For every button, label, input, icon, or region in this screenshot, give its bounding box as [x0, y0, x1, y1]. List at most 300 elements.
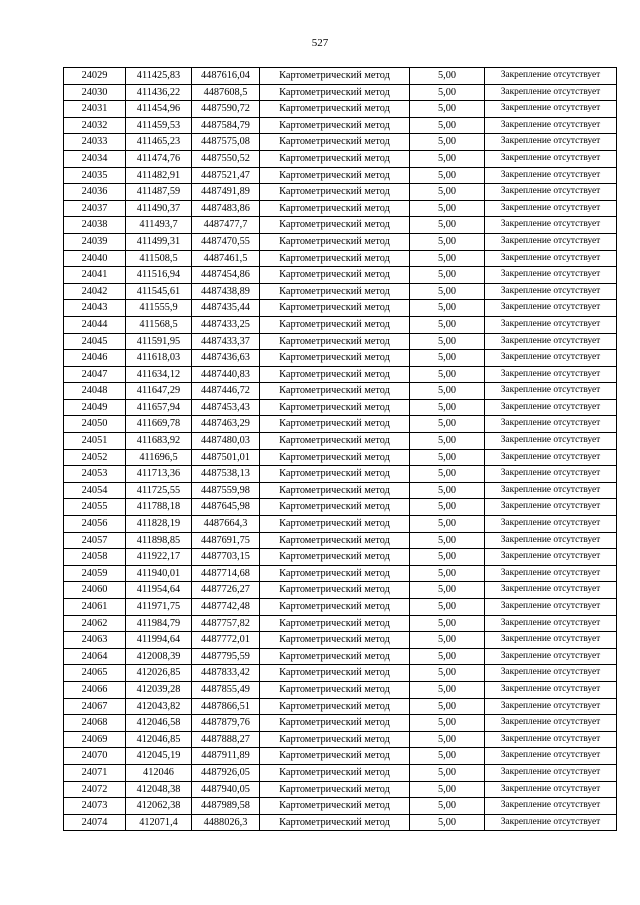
y-coordinate-cell: 4487477,7 [192, 217, 260, 234]
x-coordinate-cell: 411508,5 [126, 250, 192, 267]
accuracy-cell: 5,00 [410, 184, 485, 201]
y-coordinate-cell: 4487772,01 [192, 632, 260, 649]
y-coordinate-cell: 4487438,89 [192, 283, 260, 300]
table-row [64, 184, 617, 201]
accuracy-cell: 5,00 [410, 549, 485, 566]
point-number-cell: 24032 [64, 117, 126, 134]
fixing-description-cell: Закрепление отсутствует [485, 433, 617, 450]
table-row [64, 565, 617, 582]
x-coordinate-cell: 412071,4 [126, 814, 192, 831]
table-row [64, 466, 617, 483]
point-number-cell: 24034 [64, 150, 126, 167]
point-number-cell: 24040 [64, 250, 126, 267]
x-coordinate-cell: 411696,5 [126, 449, 192, 466]
fixing-description-cell: Закрепление отсутствует [485, 532, 617, 549]
accuracy-cell: 5,00 [410, 366, 485, 383]
method-cell: Картометрический метод [260, 632, 410, 649]
point-number-cell: 24072 [64, 781, 126, 798]
accuracy-cell: 5,00 [410, 599, 485, 616]
method-cell: Картометрический метод [260, 233, 410, 250]
x-coordinate-cell: 411436,22 [126, 84, 192, 101]
accuracy-cell: 5,00 [410, 449, 485, 466]
fixing-description-cell: Закрепление отсутствует [485, 250, 617, 267]
method-cell: Картометрический метод [260, 101, 410, 118]
y-coordinate-cell: 4487855,49 [192, 681, 260, 698]
fixing-description-cell: Закрепление отсутствует [485, 814, 617, 831]
x-coordinate-cell: 411828,19 [126, 516, 192, 533]
point-number-cell: 24047 [64, 366, 126, 383]
table-row [64, 632, 617, 649]
fixing-description-cell: Закрепление отсутствует [485, 366, 617, 383]
fixing-description-cell: Закрепление отсутствует [485, 466, 617, 483]
accuracy-cell: 5,00 [410, 350, 485, 367]
fixing-description-cell: Закрепление отсутствует [485, 516, 617, 533]
fixing-description-cell: Закрепление отсутствует [485, 233, 617, 250]
fixing-description-cell: Закрепление отсутствует [485, 748, 617, 765]
point-number-cell: 24048 [64, 383, 126, 400]
fixing-description-cell: Закрепление отсутствует [485, 267, 617, 284]
accuracy-cell: 5,00 [410, 316, 485, 333]
page-number: 527 [311, 37, 329, 49]
table-row [64, 449, 617, 466]
table-row [64, 582, 617, 599]
fixing-description-cell: Закрепление отсутствует [485, 764, 617, 781]
method-cell: Картометрический метод [260, 84, 410, 101]
y-coordinate-cell: 4487463,29 [192, 416, 260, 433]
table-row [64, 84, 617, 101]
accuracy-cell: 5,00 [410, 781, 485, 798]
point-number-cell: 24074 [64, 814, 126, 831]
accuracy-cell: 5,00 [410, 764, 485, 781]
x-coordinate-cell: 411788,18 [126, 499, 192, 516]
point-number-cell: 24049 [64, 399, 126, 416]
y-coordinate-cell: 4487550,52 [192, 150, 260, 167]
method-cell: Картометрический метод [260, 549, 410, 566]
method-cell: Картометрический метод [260, 399, 410, 416]
fixing-description-cell: Закрепление отсутствует [485, 615, 617, 632]
fixing-description-cell: Закрепление отсутствует [485, 300, 617, 317]
table-row [64, 814, 617, 831]
fixing-description-cell: Закрепление отсутствует [485, 101, 617, 118]
y-coordinate-cell: 4487483,86 [192, 200, 260, 217]
y-coordinate-cell: 4487888,27 [192, 731, 260, 748]
y-coordinate-cell: 4487454,86 [192, 267, 260, 284]
accuracy-cell: 5,00 [410, 267, 485, 284]
accuracy-cell: 5,00 [410, 665, 485, 682]
accuracy-cell: 5,00 [410, 383, 485, 400]
fixing-description-cell: Закрепление отсутствует [485, 482, 617, 499]
accuracy-cell: 5,00 [410, 300, 485, 317]
method-cell: Картометрический метод [260, 532, 410, 549]
point-number-cell: 24053 [64, 466, 126, 483]
coordinates-table-body [64, 68, 617, 831]
x-coordinate-cell: 412045,19 [126, 748, 192, 765]
method-cell: Картометрический метод [260, 615, 410, 632]
y-coordinate-cell: 4487714,68 [192, 565, 260, 582]
point-number-cell: 24044 [64, 316, 126, 333]
table-row [64, 250, 617, 267]
table-row [64, 101, 617, 118]
table-row [64, 482, 617, 499]
table-row [64, 665, 617, 682]
method-cell: Картометрический метод [260, 764, 410, 781]
point-number-cell: 24037 [64, 200, 126, 217]
fixing-description-cell: Закрепление отсутствует [485, 333, 617, 350]
point-number-cell: 24062 [64, 615, 126, 632]
y-coordinate-cell: 4487575,08 [192, 134, 260, 151]
accuracy-cell: 5,00 [410, 68, 485, 85]
accuracy-cell: 5,00 [410, 632, 485, 649]
y-coordinate-cell: 4487742,48 [192, 599, 260, 616]
fixing-description-cell: Закрепление отсутствует [485, 781, 617, 798]
x-coordinate-cell: 412026,85 [126, 665, 192, 682]
accuracy-cell: 5,00 [410, 565, 485, 582]
y-coordinate-cell: 4487940,05 [192, 781, 260, 798]
table-row [64, 267, 617, 284]
point-number-cell: 24041 [64, 267, 126, 284]
table-row [64, 68, 617, 85]
method-cell: Картометрический метод [260, 599, 410, 616]
y-coordinate-cell: 4487866,51 [192, 698, 260, 715]
fixing-description-cell: Закрепление отсутствует [485, 449, 617, 466]
table-row [64, 416, 617, 433]
method-cell: Картометрический метод [260, 333, 410, 350]
method-cell: Картометрический метод [260, 150, 410, 167]
x-coordinate-cell: 412062,38 [126, 798, 192, 815]
accuracy-cell: 5,00 [410, 134, 485, 151]
point-number-cell: 24039 [64, 233, 126, 250]
y-coordinate-cell: 4487703,15 [192, 549, 260, 566]
fixing-description-cell: Закрепление отсутствует [485, 499, 617, 516]
accuracy-cell: 5,00 [410, 715, 485, 732]
y-coordinate-cell: 4487691,75 [192, 532, 260, 549]
accuracy-cell: 5,00 [410, 698, 485, 715]
y-coordinate-cell: 4487911,89 [192, 748, 260, 765]
table-row [64, 200, 617, 217]
y-coordinate-cell: 4487645,98 [192, 499, 260, 516]
accuracy-cell: 5,00 [410, 283, 485, 300]
y-coordinate-cell: 4487879,76 [192, 715, 260, 732]
point-number-cell: 24071 [64, 764, 126, 781]
point-number-cell: 24057 [64, 532, 126, 549]
x-coordinate-cell: 411490,37 [126, 200, 192, 217]
fixing-description-cell: Закрепление отсутствует [485, 632, 617, 649]
fixing-description-cell: Закрепление отсутствует [485, 665, 617, 682]
method-cell: Картометрический метод [260, 217, 410, 234]
y-coordinate-cell: 4487757,82 [192, 615, 260, 632]
x-coordinate-cell: 412048,38 [126, 781, 192, 798]
x-coordinate-cell: 411940,01 [126, 565, 192, 582]
x-coordinate-cell: 412046,85 [126, 731, 192, 748]
y-coordinate-cell: 4487926,05 [192, 764, 260, 781]
table-row [64, 781, 617, 798]
point-number-cell: 24061 [64, 599, 126, 616]
method-cell: Картометрический метод [260, 184, 410, 201]
table-row [64, 549, 617, 566]
table-row [64, 399, 617, 416]
accuracy-cell: 5,00 [410, 101, 485, 118]
y-coordinate-cell: 4487590,72 [192, 101, 260, 118]
point-number-cell: 24036 [64, 184, 126, 201]
x-coordinate-cell: 411922,17 [126, 549, 192, 566]
method-cell: Картометрический метод [260, 68, 410, 85]
x-coordinate-cell: 412046 [126, 764, 192, 781]
point-number-cell: 24051 [64, 433, 126, 450]
fixing-description-cell: Закрепление отсутствует [485, 316, 617, 333]
point-number-cell: 24069 [64, 731, 126, 748]
method-cell: Картометрический метод [260, 565, 410, 582]
x-coordinate-cell: 411898,85 [126, 532, 192, 549]
table-row [64, 516, 617, 533]
table-row [64, 499, 617, 516]
table-row [64, 383, 617, 400]
x-coordinate-cell: 411555,9 [126, 300, 192, 317]
fixing-description-cell: Закрепление отсутствует [485, 68, 617, 85]
fixing-description-cell: Закрепление отсутствует [485, 217, 617, 234]
method-cell: Картометрический метод [260, 117, 410, 134]
method-cell: Картометрический метод [260, 516, 410, 533]
fixing-description-cell: Закрепление отсутствует [485, 715, 617, 732]
accuracy-cell: 5,00 [410, 466, 485, 483]
point-number-cell: 24043 [64, 300, 126, 317]
fixing-description-cell: Закрепление отсутствует [485, 648, 617, 665]
x-coordinate-cell: 411994,64 [126, 632, 192, 649]
accuracy-cell: 5,00 [410, 731, 485, 748]
x-coordinate-cell: 411499,31 [126, 233, 192, 250]
point-number-cell: 24038 [64, 217, 126, 234]
point-number-cell: 24033 [64, 134, 126, 151]
x-coordinate-cell: 411454,96 [126, 101, 192, 118]
table-row [64, 748, 617, 765]
method-cell: Картометрический метод [260, 814, 410, 831]
method-cell: Картометрический метод [260, 582, 410, 599]
point-number-cell: 24055 [64, 499, 126, 516]
method-cell: Картометрический метод [260, 449, 410, 466]
table-row [64, 233, 617, 250]
x-coordinate-cell: 411713,36 [126, 466, 192, 483]
y-coordinate-cell: 4487833,42 [192, 665, 260, 682]
fixing-description-cell: Закрепление отсутствует [485, 416, 617, 433]
x-coordinate-cell: 411954,64 [126, 582, 192, 599]
method-cell: Картометрический метод [260, 698, 410, 715]
accuracy-cell: 5,00 [410, 117, 485, 134]
y-coordinate-cell: 4487559,98 [192, 482, 260, 499]
method-cell: Картометрический метод [260, 466, 410, 483]
y-coordinate-cell: 4487480,03 [192, 433, 260, 450]
table-row [64, 333, 617, 350]
method-cell: Картометрический метод [260, 731, 410, 748]
fixing-description-cell: Закрепление отсутствует [485, 383, 617, 400]
point-number-cell: 24042 [64, 283, 126, 300]
method-cell: Картометрический метод [260, 499, 410, 516]
accuracy-cell: 5,00 [410, 416, 485, 433]
accuracy-cell: 5,00 [410, 250, 485, 267]
fixing-description-cell: Закрепление отсутствует [485, 681, 617, 698]
x-coordinate-cell: 411647,29 [126, 383, 192, 400]
fixing-description-cell: Закрепление отсутствует [485, 283, 617, 300]
accuracy-cell: 5,00 [410, 482, 485, 499]
y-coordinate-cell: 4487433,25 [192, 316, 260, 333]
point-number-cell: 24056 [64, 516, 126, 533]
x-coordinate-cell: 411482,91 [126, 167, 192, 184]
table-row [64, 283, 617, 300]
method-cell: Картометрический метод [260, 167, 410, 184]
accuracy-cell: 5,00 [410, 217, 485, 234]
method-cell: Картометрический метод [260, 300, 410, 317]
y-coordinate-cell: 4488026,3 [192, 814, 260, 831]
y-coordinate-cell: 4487664,3 [192, 516, 260, 533]
accuracy-cell: 5,00 [410, 333, 485, 350]
table-row [64, 366, 617, 383]
table-row [64, 532, 617, 549]
y-coordinate-cell: 4487989,58 [192, 798, 260, 815]
method-cell: Картометрический метод [260, 748, 410, 765]
point-number-cell: 24070 [64, 748, 126, 765]
method-cell: Картометрический метод [260, 283, 410, 300]
method-cell: Картометрический метод [260, 665, 410, 682]
x-coordinate-cell: 411516,94 [126, 267, 192, 284]
fixing-description-cell: Закрепление отсутствует [485, 599, 617, 616]
method-cell: Картометрический метод [260, 267, 410, 284]
point-number-cell: 24054 [64, 482, 126, 499]
fixing-description-cell: Закрепление отсутствует [485, 549, 617, 566]
fixing-description-cell: Закрепление отсутствует [485, 200, 617, 217]
method-cell: Картометрический метод [260, 433, 410, 450]
fixing-description-cell: Закрепление отсутствует [485, 399, 617, 416]
point-number-cell: 24046 [64, 350, 126, 367]
point-number-cell: 24050 [64, 416, 126, 433]
method-cell: Картометрический метод [260, 648, 410, 665]
point-number-cell: 24058 [64, 549, 126, 566]
table-row [64, 433, 617, 450]
x-coordinate-cell: 412046,58 [126, 715, 192, 732]
fixing-description-cell: Закрепление отсутствует [485, 731, 617, 748]
accuracy-cell: 5,00 [410, 648, 485, 665]
y-coordinate-cell: 4487608,5 [192, 84, 260, 101]
y-coordinate-cell: 4487491,89 [192, 184, 260, 201]
method-cell: Картометрический метод [260, 134, 410, 151]
method-cell: Картометрический метод [260, 350, 410, 367]
fixing-description-cell: Закрепление отсутствует [485, 698, 617, 715]
accuracy-cell: 5,00 [410, 582, 485, 599]
fixing-description-cell: Закрепление отсутствует [485, 565, 617, 582]
fixing-description-cell: Закрепление отсутствует [485, 184, 617, 201]
table-row [64, 300, 617, 317]
point-number-cell: 24045 [64, 333, 126, 350]
point-number-cell: 24065 [64, 665, 126, 682]
table-row [64, 798, 617, 815]
table-row [64, 764, 617, 781]
point-number-cell: 24035 [64, 167, 126, 184]
method-cell: Картометрический метод [260, 681, 410, 698]
accuracy-cell: 5,00 [410, 233, 485, 250]
method-cell: Картометрический метод [260, 781, 410, 798]
x-coordinate-cell: 411669,78 [126, 416, 192, 433]
x-coordinate-cell: 412008,39 [126, 648, 192, 665]
y-coordinate-cell: 4487521,47 [192, 167, 260, 184]
fixing-description-cell: Закрепление отсутствует [485, 84, 617, 101]
point-number-cell: 24068 [64, 715, 126, 732]
point-number-cell: 24060 [64, 582, 126, 599]
x-coordinate-cell: 411725,55 [126, 482, 192, 499]
accuracy-cell: 5,00 [410, 399, 485, 416]
method-cell: Картометрический метод [260, 366, 410, 383]
x-coordinate-cell: 411634,12 [126, 366, 192, 383]
x-coordinate-cell: 411568,5 [126, 316, 192, 333]
y-coordinate-cell: 4487446,72 [192, 383, 260, 400]
method-cell: Картометрический метод [260, 250, 410, 267]
x-coordinate-cell: 411425,83 [126, 68, 192, 85]
fixing-description-cell: Закрепление отсутствует [485, 167, 617, 184]
y-coordinate-cell: 4487584,79 [192, 117, 260, 134]
y-coordinate-cell: 4487433,37 [192, 333, 260, 350]
y-coordinate-cell: 4487501,01 [192, 449, 260, 466]
point-number-cell: 24030 [64, 84, 126, 101]
y-coordinate-cell: 4487461,5 [192, 250, 260, 267]
y-coordinate-cell: 4487795,59 [192, 648, 260, 665]
x-coordinate-cell: 411493,7 [126, 217, 192, 234]
table-row [64, 615, 617, 632]
accuracy-cell: 5,00 [410, 798, 485, 815]
fixing-description-cell: Закрепление отсутствует [485, 798, 617, 815]
y-coordinate-cell: 4487435,44 [192, 300, 260, 317]
point-number-cell: 24029 [64, 68, 126, 85]
table-row [64, 698, 617, 715]
accuracy-cell: 5,00 [410, 200, 485, 217]
point-number-cell: 24052 [64, 449, 126, 466]
point-number-cell: 24066 [64, 681, 126, 698]
x-coordinate-cell: 411465,23 [126, 134, 192, 151]
x-coordinate-cell: 412039,28 [126, 681, 192, 698]
table-row [64, 217, 617, 234]
accuracy-cell: 5,00 [410, 748, 485, 765]
x-coordinate-cell: 411984,79 [126, 615, 192, 632]
x-coordinate-cell: 411474,76 [126, 150, 192, 167]
method-cell: Картометрический метод [260, 383, 410, 400]
method-cell: Картометрический метод [260, 316, 410, 333]
x-coordinate-cell: 411971,75 [126, 599, 192, 616]
table-row [64, 117, 617, 134]
y-coordinate-cell: 4487453,43 [192, 399, 260, 416]
x-coordinate-cell: 411618,03 [126, 350, 192, 367]
point-number-cell: 24064 [64, 648, 126, 665]
table-row [64, 715, 617, 732]
table-row [64, 681, 617, 698]
method-cell: Картометрический метод [260, 715, 410, 732]
table-row [64, 150, 617, 167]
accuracy-cell: 5,00 [410, 532, 485, 549]
method-cell: Картометрический метод [260, 200, 410, 217]
point-number-cell: 24073 [64, 798, 126, 815]
accuracy-cell: 5,00 [410, 814, 485, 831]
method-cell: Картометрический метод [260, 798, 410, 815]
method-cell: Картометрический метод [260, 482, 410, 499]
accuracy-cell: 5,00 [410, 167, 485, 184]
point-number-cell: 24059 [64, 565, 126, 582]
y-coordinate-cell: 4487470,55 [192, 233, 260, 250]
accuracy-cell: 5,00 [410, 681, 485, 698]
y-coordinate-cell: 4487436,63 [192, 350, 260, 367]
y-coordinate-cell: 4487616,04 [192, 68, 260, 85]
table-row [64, 731, 617, 748]
accuracy-cell: 5,00 [410, 516, 485, 533]
x-coordinate-cell: 411591,95 [126, 333, 192, 350]
accuracy-cell: 5,00 [410, 615, 485, 632]
point-number-cell: 24031 [64, 101, 126, 118]
table-row [64, 599, 617, 616]
x-coordinate-cell: 411487,59 [126, 184, 192, 201]
table-row [64, 134, 617, 151]
